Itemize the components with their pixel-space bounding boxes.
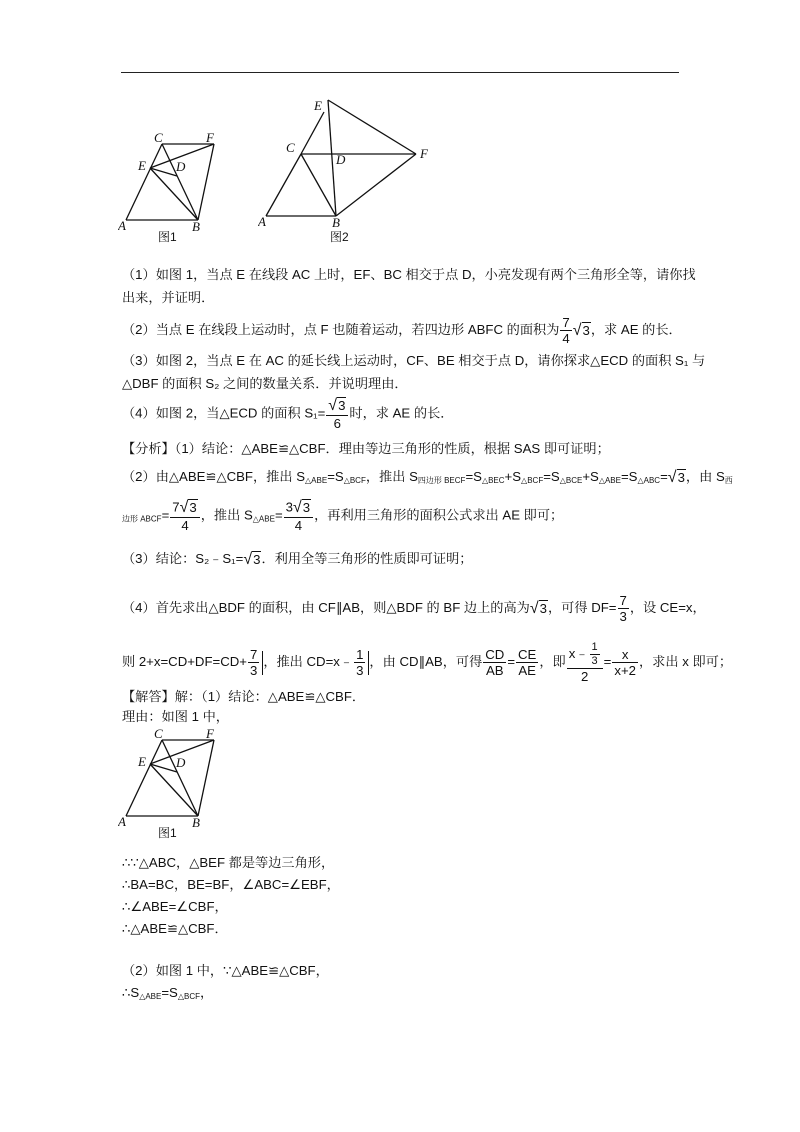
solution-6: ∴△ABE≌△CBF． — [122, 921, 228, 936]
q2-sqrt: √3 — [572, 321, 590, 339]
analysis-4-line-1: （4）首先求出△BDF 的面积，由 CF∥AB，则△BDF 的 BF 边上的高为√3，可得 DF= $\frac{7}{3}$ ，设 CE=x， — [122, 593, 706, 625]
fig2-label-e: E — [314, 98, 322, 113]
fig1r-label-e: E — [138, 754, 146, 769]
figure-1 — [118, 132, 238, 244]
fig1r-label-a: A — [118, 814, 126, 829]
fig2-label-a: A — [258, 214, 266, 229]
fig2-label-b: B — [332, 215, 340, 230]
fig1-caption: 图1 — [158, 230, 177, 244]
fig1-label-c: C — [154, 132, 163, 145]
fig1r-label-b: B — [192, 815, 200, 830]
question-1-line-1: （1）如图 1，当点 E 在线段 AC 上时，EF、BC 相交于点 D，小亮发现有两个三角形全等，请你找 — [122, 267, 696, 282]
question-3-line-2: △DBF 的面积 S₂ 之间的数量关系．并说明理由． — [122, 376, 408, 391]
fig1-label-f: F — [206, 132, 214, 145]
q4-fraction: $\frac{√3}{6}$ — [326, 398, 348, 430]
fig1r-label-c: C — [154, 728, 163, 741]
fig1-label-b: B — [192, 219, 200, 234]
solution-3: ∴∵△ABC，△BEF 都是等边三角形， — [122, 855, 335, 870]
question-3-line-1: （3）如图 2，当点 E 在 AC 的延长线上运动时，CF、BE 相交于点 D，请你探求△ECD 的面积 S₁ 与 — [122, 353, 706, 368]
q2-fraction: $\frac{7}{4}$ — [562, 315, 570, 347]
question-4: （4）如图 2，当△ECD 的面积 S₁= $\frac{√3}{6}$ 时，求 AE 的长． — [122, 397, 454, 431]
fig2-caption: 图2 — [330, 230, 349, 244]
figure-1-repeat — [118, 728, 238, 840]
solution-5: ∴∠ABE=∠CBF， — [122, 899, 228, 914]
analysis-4-line-2: 则 2+x=CD+DF=CD+ $\frac{7}{3}$ ，推出 CD=x﹣ $\frac{1}{3}$ ，由 CD∥AB，可得 $\frac{CD}{AB}$ = $\frac{CE}{AE}$ ，即 x﹣ $\frac{1}{3}$ 2 = $\frac{x}{x+2}$ ，求出 x 即可； — [122, 641, 733, 684]
solution-8: $\therefore S_{\triangle ABE}=S_{\triangle BCF}$， — [122, 985, 214, 1001]
analysis-2-line-2: $_{边形 ABCF}$= $\frac{7√3}{4}$ ，推出 $S_{\triangle ABE}=$ $\frac{3√3}{4}$ ，再利用三角形的面积公式求出 AE 即可； — [122, 499, 564, 533]
analysis-2-line-1: （2）由△ABE≌△CBF，推出 $S_{\triangle ABE}=S_{\triangle BCF}$，推出 $S_{四边形 BECF}=S_{\triangle BEC}+S_{\triangle BCF}=S_{\triangle BCE}+S_{\triangle ABE}=S_{\triangle ABC}=√3$，由 $S_西$ — [122, 468, 733, 486]
fig1r-label-f: F — [206, 728, 214, 741]
fig2-label-c: C — [286, 140, 295, 155]
fig1-label-e: E — [138, 158, 146, 173]
solution-1: 【解答】解：（1）结论：△ABE≌△CBF． — [122, 689, 366, 704]
solution-7: （2）如图 1 中，∵△ABE≌△CBF， — [122, 963, 329, 978]
question-2: （2）当点 E 在线段上运动时，点 F 也随着运动，若四边形 ABFC 的面积为 $\frac{7}{4}$ √3，求 AE 的长． — [122, 315, 682, 347]
analysis-3: （3）结论：S₂﹣S₁=√3．利用全等三角形的性质即可证明； — [122, 550, 473, 568]
solution-2: 理由：如图 1 中， — [122, 709, 229, 724]
question-1-line-2: 出来，并证明． — [122, 290, 215, 305]
fig1r-label-d: D — [176, 755, 186, 770]
fig2-label-f: F — [420, 146, 428, 161]
figure-2 — [258, 96, 438, 244]
header-rule — [121, 72, 679, 73]
fig1-label-d: D — [176, 159, 186, 174]
solution-4: ∴BA=BC，BE=BF，∠ABC=∠EBF， — [122, 877, 340, 892]
fig2-label-d: D — [336, 152, 346, 167]
fig1r-caption: 图1 — [158, 826, 177, 840]
analysis-1: 【分析】（1）结论：△ABE≌△CBF．理由等边三角形的性质，根据 SAS 即可证明； — [122, 441, 610, 456]
fig1-label-a: A — [118, 218, 126, 233]
